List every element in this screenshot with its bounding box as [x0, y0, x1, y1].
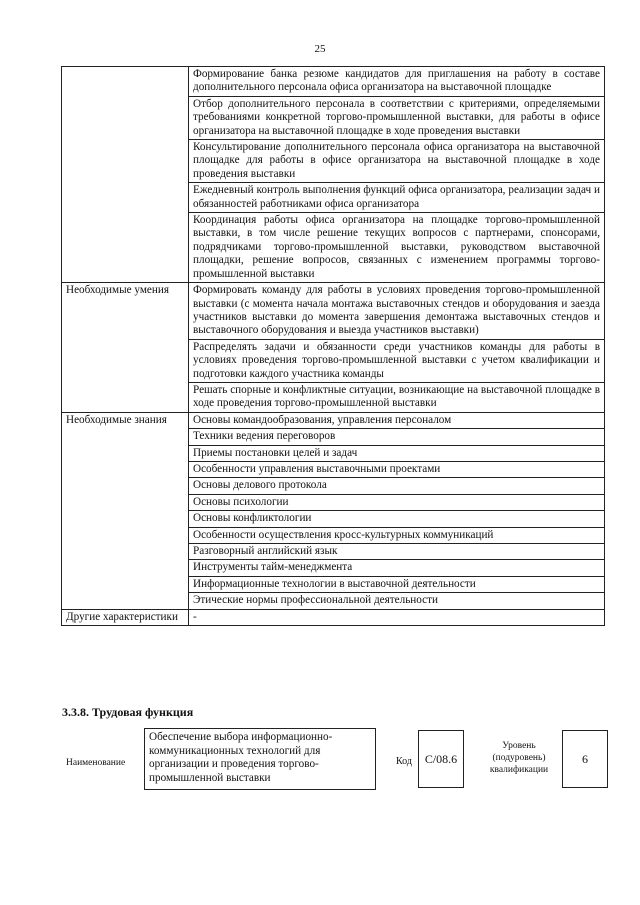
row-item: Приемы постановки целей и задач [189, 445, 605, 461]
row-label: Необходимые умения [62, 283, 189, 413]
row-label: Другие характеристики [62, 609, 189, 625]
table-row [62, 67, 605, 97]
row-item: - [189, 609, 605, 625]
row-item: Разговорный английский язык [189, 544, 605, 560]
row-item: Основы психологии [189, 494, 605, 510]
row-item: Основы делового протокола [189, 478, 605, 494]
row-item: Основы конфликтологии [189, 511, 605, 527]
row-item: Решать спорные и конфликтные ситуации, возникающие на выставочной площадке в ходе проведения торгово-промышленной выставки [189, 382, 605, 412]
row-item: Консультирование дополнительного персонала офиса организатора на выставочной площадке для работы в офисе организатора на выставочной площадке в ходе проведения выставки [189, 140, 605, 183]
function-code-field: С/08.6 [418, 730, 464, 788]
row-item: Формировать команду для работы в условиях проведения торгово-промышленной выставки (с момента начала монтажа выставочных стендов и оборудования и заезда участников выставки до момента завершения демонтажа выставочных стендов и выставочного оборудования и выезда участников выставки) [189, 283, 605, 340]
row-item: Особенности осуществления кросс-культурных коммуникаций [189, 527, 605, 543]
row-item: Особенности управления выставочными проектами [189, 461, 605, 477]
name-label: Наименование [66, 758, 126, 768]
function-name-field: Обеспечение выбора информационно-коммуникационных технологий для организации и проведения торгово-промышленной выставки [144, 728, 376, 790]
qualification-level-field: 6 [562, 730, 608, 788]
row-item: Этические нормы профессиональной деятельности [189, 593, 605, 609]
section-title: 3.3.8. Трудовая функция [62, 705, 194, 719]
labor-function-table [61, 66, 605, 626]
page-number: 25 [314, 43, 326, 55]
row-item: Информационные технологии в выставочной деятельности [189, 576, 605, 592]
row-label [62, 67, 189, 283]
row-item: Отбор дополнительного персонала в соответствии с критериями, определяемыми требованиями конкретной торгово-промышленной выставки, для работы в офисе организатора на выставочной площадке в ходе проведения выставки [189, 96, 605, 139]
table-row [62, 283, 605, 340]
row-item: Основы командообразования, управления персоналом [189, 412, 605, 428]
row-item: Распределять задачи и обязанности среди участников команды для работы в условиях проведения торгово-промышленной выставки с учетом квалификации и подготовки каждого участника команды [189, 339, 605, 382]
row-item: Формирование банка резюме кандидатов для приглашения на работу в составе дополнительного персонала офиса организатора на выставочной площадке [189, 67, 605, 97]
row-item: Инструменты тайм-менеджмента [189, 560, 605, 576]
code-label: Код [396, 756, 412, 767]
table-row [62, 412, 605, 428]
row-label: Необходимые знания [62, 412, 189, 609]
function-header-row [62, 728, 610, 810]
table-row [62, 609, 605, 625]
row-item: Ежедневный контроль выполнения функций офиса организатора, реализации задач и обязанностей работниками офиса организатора [189, 183, 605, 213]
row-item: Координация работы офиса организатора на площадке торгово-промышленной выставки, в том числе решение текущих вопросов с партнерами, спонсорами, подрядчиками торгово-промышленной выставки, руководством выставочной площадки, решение вопросов, связанных с изменением программы торгово-промышленной выставки [189, 213, 605, 283]
row-item: Техники ведения переговоров [189, 429, 605, 445]
table-body [62, 67, 605, 626]
qualification-level-label: Уровень (подуровень) квалификации [489, 741, 549, 775]
